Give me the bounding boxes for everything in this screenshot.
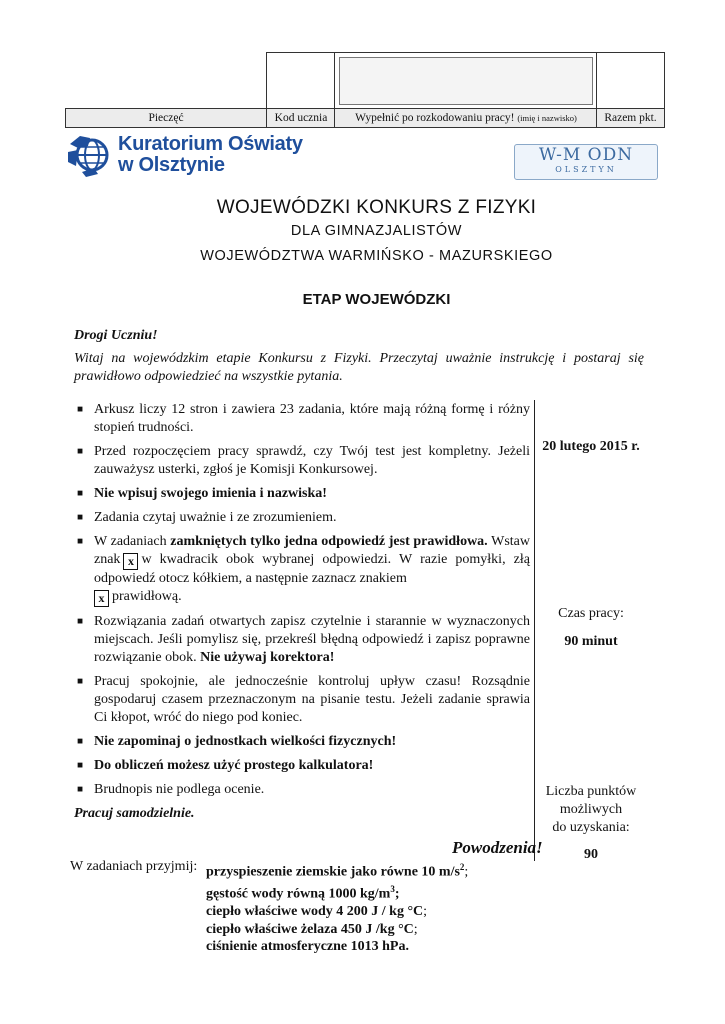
student-code-box[interactable]	[266, 52, 336, 110]
points-label-line1: Liczba punktów	[545, 784, 637, 799]
instruction-item	[76, 509, 530, 527]
stamp-label: Pieczęć	[65, 108, 267, 128]
stamp-box	[65, 52, 265, 108]
instruction-item	[76, 781, 530, 799]
total-points-label: Razem pkt.	[596, 108, 665, 128]
contest-title: WOJEWÓDZKI KONKURS Z FIZYKI	[216, 197, 537, 218]
assumption-sep: ;	[394, 886, 400, 902]
student-code-label: Kod ucznia	[266, 108, 336, 128]
instruction-item	[76, 533, 530, 607]
instruction-text: Wstaw znak	[94, 534, 530, 567]
instruction-text: Arkusz liczy 12 stron i zawiera 23 zadania, które mają różną formę i różny stopień trudności.	[94, 402, 530, 435]
x-mark-box: x	[123, 553, 138, 570]
assumption-row	[206, 859, 468, 881]
assumption-text: ciśnienie atmosferyczne 1013 hPa.	[206, 939, 409, 955]
bullet-icon: ■	[77, 784, 84, 795]
assumptions-label: W zadaniach przyjmij:	[70, 859, 198, 874]
wm-odn-logo-big: W-M ODN	[538, 145, 634, 165]
instruction-text: Zadania czytaj uważnie i ze zrozumieniem.	[94, 510, 337, 525]
instruction-text: Nie zapominaj o jednostkach wielkości fizycznych!	[94, 734, 397, 749]
points-label	[536, 783, 646, 837]
instruction-text: Pracuj spokojnie, ale jednocześnie kontroluj upływ czasu! Rozsądnie gospodaruj czasem przeznaczonym na pisanie testu. Jeżeli zadanie sprawia Ci kłopot, wróć do niego pod koniec.	[94, 674, 530, 725]
instruction-text: w kwadracik obok wybranej odpowiedzi. W razie pomyłki, złą odpowiedź otocz kółkiem, a następnie zaznacz znakiem	[94, 552, 530, 586]
instruction-text: Przed rozpoczęciem pracy sprawdź, czy Twój test jest kompletny. Jeżeli zauważysz usterki, zgłoś je Komisji Konkursowej.	[94, 444, 530, 477]
exam-date: 20 lutego 2015 r.	[542, 439, 640, 454]
instruction-item	[76, 443, 530, 479]
work-independently: Pracuj samodzielnie.	[74, 806, 195, 821]
instruction-item	[76, 485, 530, 503]
bullet-icon: ■	[77, 446, 84, 457]
assumption-row	[206, 903, 468, 921]
bullet-icon: ■	[77, 536, 84, 547]
instructions-list	[76, 401, 530, 805]
column-divider	[534, 400, 535, 861]
bullet-icon: ■	[77, 512, 84, 523]
kuratorium-logo	[64, 132, 314, 180]
intro-text: Witaj na wojewódzkim etapie Konkursu z Fizyki. Przeczytaj uważnie instrukcję i postaraj się prawidłowo odpowiedzieć na wszystkie pytania.	[74, 351, 644, 384]
wm-odn-logo-small: OLSZTYN	[555, 165, 617, 174]
bullet-icon: ■	[77, 736, 84, 747]
contest-region: WOJEWÓDZTWA WARMIŃSKO - MAZURSKIEGO	[200, 248, 553, 264]
name-box-inner	[339, 57, 593, 105]
assumption-text: ciepło właściwe żelaza 450 J /kg °C	[206, 921, 414, 937]
x-mark-box: x	[94, 590, 109, 607]
wm-odn-logo	[514, 144, 658, 180]
contest-subtitle: DLA GIMNAZJALISTÓW	[290, 223, 463, 239]
assumption-sup: 2	[459, 862, 465, 872]
assumption-sep: ;	[413, 921, 418, 937]
fill-after-label	[334, 108, 598, 128]
total-points-box[interactable]	[596, 52, 665, 110]
assumption-sep: ;	[423, 904, 428, 920]
bullet-icon: ■	[77, 760, 84, 771]
instruction-item	[76, 613, 530, 667]
instruction-item	[76, 733, 530, 751]
globe-icon	[64, 132, 114, 178]
greeting: Drogi Uczniu!	[74, 328, 158, 343]
fill-after-small: (imię i nazwisko)	[517, 113, 577, 123]
points-value: 90	[584, 847, 598, 862]
assumption-row	[206, 881, 468, 903]
instruction-text: Nie wpisuj swojego imienia i nazwiska!	[94, 486, 327, 501]
assumption-text: przyspieszenie ziemskie jako równe 10 m/s	[206, 864, 460, 880]
instruction-text: prawidłową.	[112, 589, 182, 604]
time-value: 90 minut	[564, 634, 618, 649]
points-label-line2: możliwych	[559, 802, 623, 817]
name-box[interactable]	[334, 52, 598, 110]
time-label: Czas pracy:	[558, 606, 624, 621]
instruction-item	[76, 757, 530, 775]
assumption-row	[206, 938, 468, 956]
kuratorium-line1: Kuratorium Oświaty	[118, 133, 303, 155]
bullet-icon: ■	[77, 404, 84, 415]
assumptions-list	[206, 859, 468, 956]
instruction-text: Brudnopis nie podlega ocenie.	[94, 782, 265, 797]
instruction-text: Rozwiązania zadań otwartych zapisz czytelnie i starannie w wyznaczonych miejscach. Jeśli pomylisz się, przekreśl błędną odpowiedź i zapisz poprawne rozwiązanie obok.	[94, 614, 530, 665]
bullet-icon: ■	[77, 488, 84, 499]
assumption-text: ciepło właściwe wody 4 200 J / kg °C	[206, 904, 424, 920]
assumption-row	[206, 921, 468, 939]
kuratorium-line2: w Olsztynie	[118, 154, 225, 176]
good-luck: Powodzenia!	[452, 838, 543, 857]
assumption-sup: 3	[390, 884, 395, 895]
instruction-item	[76, 401, 530, 437]
fill-after-text: Wypełnić po rozkodowaniu pracy!	[355, 112, 515, 124]
points-label-line3: do uzyskania:	[552, 820, 630, 835]
instruction-text: W zadaniach	[94, 534, 167, 549]
bullet-icon: ■	[77, 616, 84, 627]
kuratorium-logo-text	[118, 134, 303, 176]
instruction-text: Do obliczeń możesz użyć prostego kalkulatora!	[94, 758, 374, 773]
assumption-sep: ;	[464, 864, 469, 880]
instruction-item	[76, 673, 530, 727]
stage-title: ETAP WOJEWÓDZKI	[302, 291, 451, 308]
assumption-text: gęstość wody równą 1000 kg/m	[206, 886, 391, 902]
bullet-icon: ■	[77, 676, 84, 687]
instruction-bold: Nie używaj korektora!	[200, 650, 335, 665]
instruction-bold: zamkniętych tylko jedna odpowiedź jest prawidłowa.	[170, 534, 488, 549]
